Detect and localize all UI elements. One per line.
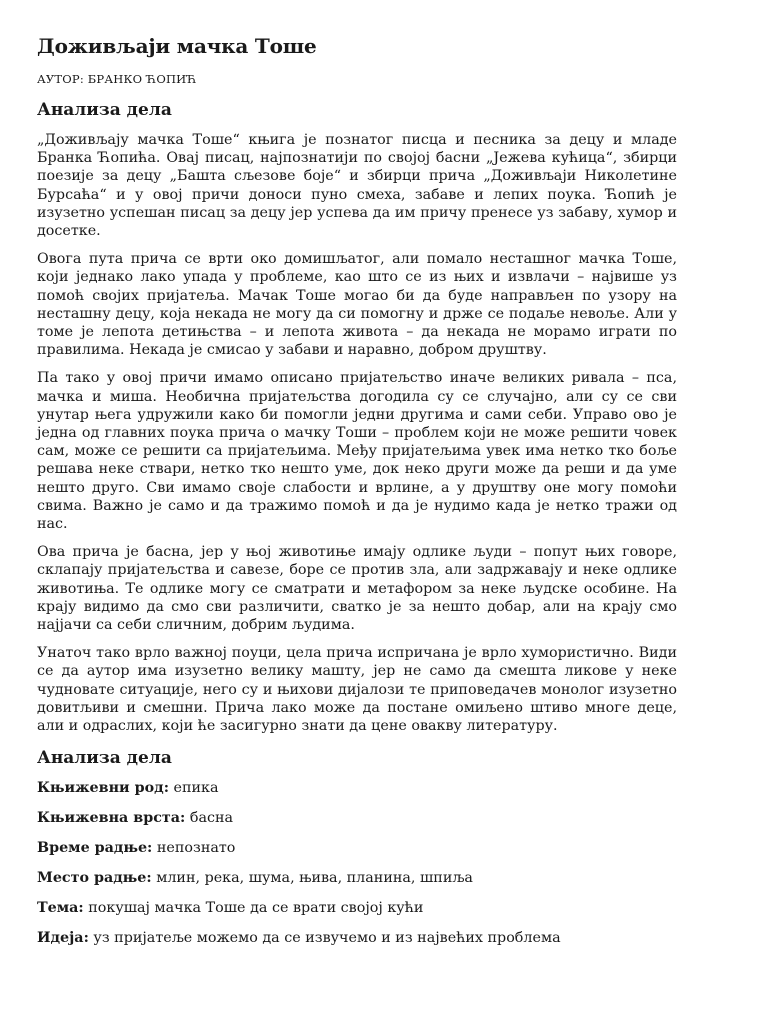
fact-value: басна: [189, 810, 234, 827]
fact-label: Место радње:: [37, 870, 152, 887]
fact-value: уз пријатеље можемо да се извучемо и из највећих проблема: [93, 930, 561, 947]
fact-label: Тема:: [37, 900, 84, 917]
fact-value: млин, река, шума, њива, планина, шпиља: [156, 870, 473, 887]
fact-value: покушај мачка Тоше да се врати својој кући: [88, 900, 424, 917]
analysis-body: [37, 131, 677, 735]
paragraph-5: Унаточ тако врло важној поуци, цела прича испричана је врло хумористично. Види се да аутор има изузетно велику машту, јер не само да смешта ликове у неке чудноватe ситуације, него су и њихови дијалози те приповедачев монолог изузетно довитљиви и смешни. Прича лако може да постане омиљено штиво многе деце, али и одраслих, који ће засигурно знати да цене овакву литературу.: [37, 645, 677, 735]
author-line: АУТОР: БРАНКО ЋОПИЋ: [37, 72, 197, 86]
fact-label: Идеја:: [37, 930, 89, 947]
fact-literary-genre: [37, 809, 677, 827]
paragraph-3: Па тако у овој причи имамо описано пријатељство иначе великих ривала – пса, мачка и миша. Необична пријатељства догодила су се случајно, али су се сви унутар њега удружили како би помогли једни другима и сами себи. Управо ово је једна од главних поука прича о мачку Тоши – проблем који не може решити човек сам, може се решити са пријатељима. Међу пријатељима увек има нетко тко боље решава неке ствари, нетко тко нешто уме, док неко други може да реши и да уме нешто друго. Сви имамо своје слабости и врлине, а у друштву оне могу помоћи свима. Важно је само и да тражимо помоћ и да је нудимо када је нетко тражи од нас.: [37, 370, 677, 533]
fact-theme: [37, 899, 677, 917]
paragraph-2: Овога пута прича се врти око домишљатог, али помало несташног мачка Тоше, који једнако лако упада у проблеме, као што се из њих и извлачи – највише уз помоћ својих пријатеља. Мачак Тоше могао би да буде направљен по узору на несташну децу, која некада не могу да си помогну и држе се подаље невоље. Али у томе је лепота детињства – и лепота живота – да некада не морамо играти по правилима. Некада је смисао у забави и наравно, добром друштву.: [37, 251, 677, 359]
fact-idea: [37, 929, 677, 947]
paragraph-1: „Доживљају мачка Тоше“ књига је познатог писца и песника за децу и младе Бранка Ћопића. Овај писац, најпознатији по својој басни „Јежева кућица“, збирци поезије за децу „Башта сљезове боје“ и збирци прича „Доживљаји Николетине Бурсаћа“ и у овој причи доноси пуно смеха, забаве и лепих поука. Ћопић је изузетно успешан писац за децу јер успева да им причу пренесе уз забаву, хумор и досетке.: [37, 132, 677, 240]
section-heading-analysis-facts: Анализа дела: [37, 748, 172, 769]
paragraph-4: Ова прича је басна, јер у њој животиње имају одлике људи – попут њих говоре, склапају пријатељства и савезе, боре се против зла, али задржавају и неке одлике животиња. Те одлике могу се сматрати и метафором за неке људске особине. На крају видимо да смо сви различити, сватко је за нешто добар, али на крају смо најјачи са себи сличним, добрим људима.: [37, 544, 677, 634]
fact-time-of-action: [37, 839, 677, 857]
section-heading-analysis: Анализа дела: [37, 100, 172, 120]
fact-literary-kind: [37, 779, 677, 797]
fact-label: Књижевни род:: [37, 780, 169, 797]
document-page: [37, 28, 677, 959]
facts-list: [37, 779, 677, 947]
fact-value: епика: [173, 780, 219, 797]
fact-value: непознато: [156, 840, 236, 857]
document-title: Доживљаји мачка Тоше: [37, 34, 317, 58]
fact-place-of-action: [37, 869, 677, 887]
fact-label: Време радње:: [37, 840, 153, 857]
fact-label: Књижевна врста:: [37, 810, 186, 827]
